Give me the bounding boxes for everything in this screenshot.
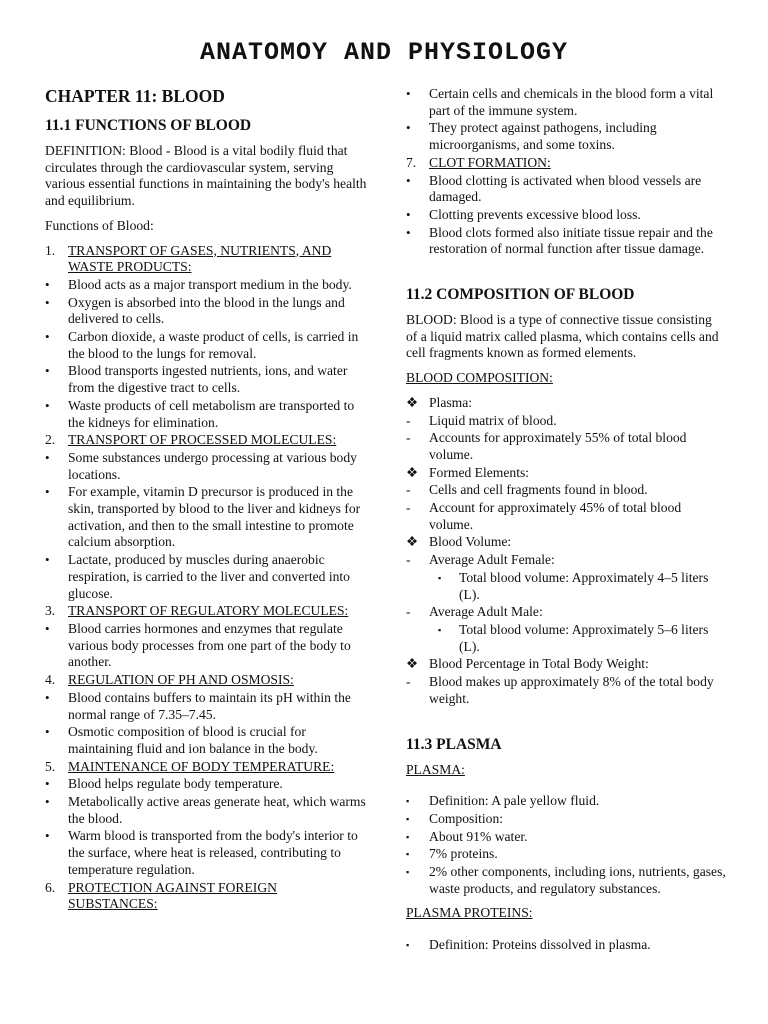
spacer [406, 709, 726, 735]
list-item [45, 621, 367, 671]
list-item-text: Composition: [429, 810, 504, 826]
list-number: 5. [45, 758, 56, 774]
list-item-text: Average Adult Male: [429, 604, 543, 620]
left-column [45, 86, 367, 914]
spacer [406, 259, 726, 285]
list-item-text: Blood clotting is activated when blood vessels are damaged. [429, 172, 702, 205]
list-item [45, 828, 367, 878]
list-item [406, 846, 726, 863]
list-item [406, 207, 726, 224]
function-heading-7 [406, 155, 726, 172]
spacer [406, 930, 726, 937]
list-item-text: Blood contains buffers to maintain its pH within the normal range of 7.35–7.45. [68, 689, 351, 722]
bullet-icon: • [45, 484, 50, 500]
list-item [45, 295, 367, 328]
bullet-icon: • [45, 329, 50, 345]
dash-bullet-icon: - [406, 604, 411, 620]
bullet-icon: • [45, 724, 50, 740]
list-item-text: Definition: Proteins dissolved in plasma. [429, 937, 651, 953]
list-item [406, 829, 726, 846]
function-label: PROTECTION AGAINST FOREIGN SUBSTANCES: [68, 879, 277, 912]
bullet-icon: • [45, 794, 50, 810]
list-item-text: Total blood volume: Approximately 4–5 liters (L). [459, 569, 709, 602]
list-number: 4. [45, 672, 56, 688]
list-item-text: 2% other components, including ions, nutrients, gases, waste products, and regulatory substances. [429, 864, 726, 896]
dash-bullet-icon: - [406, 482, 411, 498]
bullet-icon: • [45, 449, 50, 465]
list-item [406, 482, 726, 499]
bullet-icon: • [45, 689, 50, 705]
list-item-text: Blood clots formed also initiate tissue repair and the restoration of normal function after tissue damage. [429, 224, 713, 257]
plasma-proteins-subheading: PLASMA PROTEINS: [406, 905, 533, 921]
list-number: 3. [45, 603, 56, 619]
list-item-text: Some substances undergo processing at various body locations. [68, 449, 357, 482]
section-heading-composition: 11.2 COMPOSITION OF BLOOD [406, 286, 635, 304]
list-item [406, 173, 726, 206]
list-number: 6. [45, 879, 56, 895]
list-item [45, 398, 367, 431]
dash-bullet-icon: - [406, 552, 411, 568]
square-bullet-icon: ▪ [406, 849, 410, 860]
plasma-subheading: PLASMA: [406, 761, 465, 777]
square-bullet-icon: ▪ [406, 867, 410, 878]
bullet-icon: • [45, 776, 50, 792]
bullet-icon: • [45, 552, 50, 568]
list-item [406, 395, 726, 412]
list-item [45, 690, 367, 723]
list-item-text: Metabolically active areas generate heat, which warms the blood. [68, 794, 366, 826]
list-item [406, 430, 726, 463]
bullet-icon: • [45, 620, 50, 636]
list-item-text: Account for approximately 45% of total blood volume. [429, 500, 682, 532]
function-label: REGULATION OF PH AND OSMOSIS: [68, 672, 294, 688]
list-item-text: For example, vitamin D precursor is produced in the skin, transported by blood to the liver and kidneys for activation, and then to the small intestine to promote calcium absorption. [68, 484, 361, 550]
list-item [45, 724, 367, 757]
list-item-text: Lactate, produced by muscles during anaerobic respiration, is carried to the liver and converted into glucose. [68, 552, 350, 601]
function-label: MAINTENANCE OF BODY TEMPERATURE: [68, 758, 335, 774]
list-item-text: Certain cells and chemicals in the blood form a vital part of the immune system. [429, 86, 714, 118]
list-item [406, 120, 726, 153]
functions-intro: Functions of Blood: [45, 217, 154, 233]
function-heading-1 [45, 243, 367, 276]
list-item-text: Liquid matrix of blood. [429, 412, 557, 428]
list-item [406, 674, 726, 707]
square-bullet-icon: ▪ [406, 940, 410, 951]
section-heading-functions: 11.1 FUNCTIONS OF BLOOD [45, 117, 252, 134]
bullet-icon: • [45, 294, 50, 310]
function-label: TRANSPORT OF REGULATORY MOLECULES: [68, 603, 349, 619]
list-item [406, 465, 726, 482]
bullet-icon: • [45, 276, 50, 292]
list-item [406, 937, 726, 954]
list-item [406, 864, 726, 897]
list-item-text: Blood Volume: [429, 534, 512, 550]
definition-paragraph: DEFINITION: Blood - Blood is a vital bodily fluid that circulates through the cardiovascular system, serving various essential functions in maintaining the body's health and equilibrium. [45, 143, 367, 209]
list-item [406, 604, 726, 621]
list-item [45, 776, 367, 793]
bullet-icon: • [45, 828, 50, 844]
function-heading-6 [45, 880, 367, 913]
list-item-text: Blood Percentage in Total Body Weight: [429, 656, 649, 672]
function-heading-2 [45, 432, 367, 449]
list-item-text: Carbon dioxide, a waste product of cells, is carried in the blood to the lungs for removal. [68, 329, 359, 361]
square-bullet-icon: ▪ [406, 796, 410, 807]
list-item [45, 484, 367, 551]
bullet-icon: • [406, 224, 411, 240]
function-label: CLOT FORMATION: [429, 154, 551, 170]
diamond-bullet-icon: ❖ [406, 394, 419, 410]
document-title: ANATOMOY AND PHYSIOLOGY [199, 38, 569, 67]
list-item-text: Definition: A pale yellow fluid. [429, 793, 600, 809]
bullet-icon: • [406, 120, 411, 136]
list-item-text: Formed Elements: [429, 464, 530, 480]
list-item-text: Total blood volume: Approximately 5–6 liters (L). [459, 621, 709, 654]
diamond-bullet-icon: ❖ [406, 534, 419, 550]
list-item [406, 656, 726, 673]
list-number: 2. [45, 432, 56, 448]
list-item [406, 570, 726, 603]
list-number: 1. [45, 242, 56, 258]
list-item-text: Osmotic composition of blood is crucial for maintaining fluid and ion balance in the body. [68, 724, 318, 756]
composition-subheading: BLOOD COMPOSITION: [406, 370, 553, 386]
function-heading-4 [45, 672, 367, 689]
function-label: TRANSPORT OF PROCESSED MOLECULES: [68, 432, 337, 448]
list-item [406, 413, 726, 430]
list-item [406, 534, 726, 551]
list-number: 7. [406, 154, 417, 170]
list-item-text: Warm blood is transported from the body's interior to the surface, where heat is released, contributing to temperature regulation. [68, 828, 358, 877]
list-item [406, 552, 726, 569]
list-item [45, 363, 367, 396]
square-bullet-icon: ▪ [406, 831, 410, 842]
list-item-text: Plasma: [429, 394, 473, 410]
list-item [406, 811, 726, 828]
list-item [45, 552, 367, 602]
list-item [45, 450, 367, 483]
dash-bullet-icon: - [406, 674, 411, 690]
list-item-text: Clotting prevents excessive blood loss. [429, 206, 641, 222]
spacer [406, 786, 726, 793]
diamond-bullet-icon: ❖ [406, 656, 419, 672]
bullet-icon: • [406, 86, 411, 101]
list-item-text: 7% proteins. [429, 846, 498, 862]
list-item [406, 793, 726, 810]
list-item [406, 622, 726, 655]
square-bullet-icon: ▪ [438, 572, 442, 583]
list-item [406, 86, 726, 119]
list-item-text: About 91% water. [429, 828, 528, 844]
list-item [45, 329, 367, 362]
list-item-text: Waste products of cell metabolism are transported to the kidneys for elimination. [68, 397, 355, 430]
dash-bullet-icon: - [406, 430, 411, 446]
list-item-text: Blood acts as a major transport medium in the body. [68, 276, 352, 292]
function-heading-3 [45, 603, 367, 620]
list-item [45, 794, 367, 827]
list-item [45, 277, 367, 294]
list-item-text: Blood helps regulate body temperature. [68, 776, 283, 792]
spacer [406, 898, 726, 905]
bullet-icon: • [406, 206, 411, 222]
list-item-text: Oxygen is absorbed into the blood in the lungs and delivered to cells. [68, 294, 345, 327]
list-item-text: Accounts for approximately 55% of total blood volume. [429, 430, 687, 462]
list-item-text: Blood makes up approximately 8% of the total body weight. [429, 674, 714, 706]
composition-paragraph: BLOOD: Blood is a type of connective tissue consisting of a liquid matrix called plasma, which contains cells and cell fragments known as formed elements. [406, 312, 719, 361]
list-item-text: They protect against pathogens, including microorganisms, and some toxins. [429, 120, 657, 153]
square-bullet-icon: ▪ [438, 624, 442, 635]
bullet-icon: • [45, 363, 50, 379]
list-item-text: Cells and cell fragments found in blood. [429, 482, 648, 498]
dash-bullet-icon: - [406, 412, 411, 428]
bullet-icon: • [406, 172, 411, 188]
bullet-icon: • [45, 397, 50, 413]
list-item [406, 225, 726, 258]
list-item-text: Blood carries hormones and enzymes that regulate various body processes from one part of the body to another. [68, 620, 351, 670]
square-bullet-icon: ▪ [406, 813, 410, 824]
function-heading-5 [45, 759, 367, 776]
diamond-bullet-icon: ❖ [406, 464, 419, 480]
list-item [406, 500, 726, 533]
list-item-text: Average Adult Female: [429, 552, 555, 568]
right-column [406, 86, 726, 955]
section-heading-plasma: 11.3 PLASMA [406, 735, 502, 753]
list-item-text: Blood transports ingested nutrients, ions, and water from the digestive tract to cells. [68, 363, 348, 396]
function-label: TRANSPORT OF GASES, NUTRIENTS, AND WASTE PRODUCTS: [68, 242, 332, 275]
dash-bullet-icon: - [406, 500, 411, 516]
chapter-title: CHAPTER 11: BLOOD [45, 86, 225, 106]
